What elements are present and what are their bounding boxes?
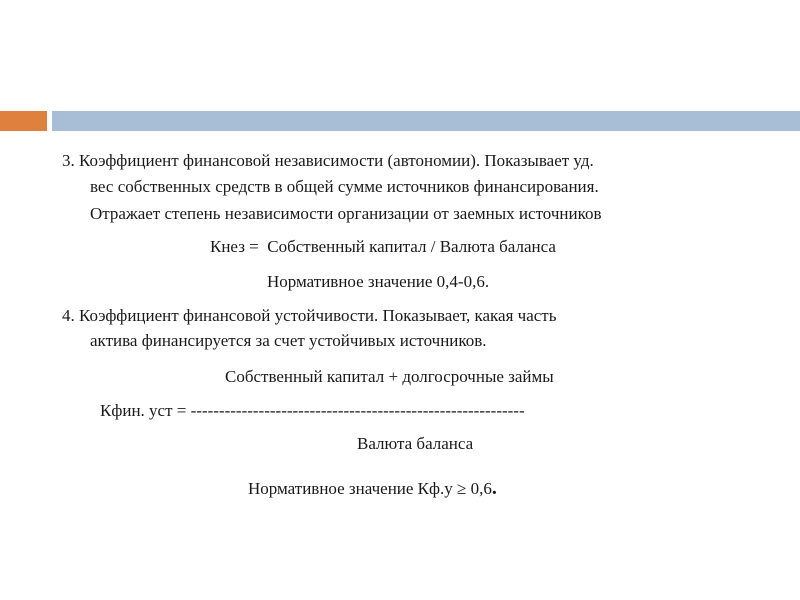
item3-formula: Кнез = Собственный капитал / Валюта баланса bbox=[210, 237, 556, 256]
item4-norm-period: . bbox=[491, 477, 497, 499]
item4-norm bbox=[248, 478, 497, 499]
item4-formula bbox=[100, 401, 525, 421]
item4-denominator: Валюта баланса bbox=[357, 434, 474, 453]
formula-label: Кфин. уст = bbox=[100, 401, 191, 420]
item4-norm-text: Нормативное значение Кф.у ≥ 0,6 bbox=[248, 479, 492, 498]
item4-numerator: Собственный капитал + долгосрочные займы bbox=[225, 367, 554, 386]
accent-bar-blue bbox=[52, 111, 800, 131]
item4-line2: актива финансируется за счет устойчивых источников. bbox=[90, 331, 487, 350]
item3-line2: вес собственных средств в общей сумме источников финансирования. bbox=[90, 177, 599, 196]
accent-bar-orange bbox=[0, 111, 47, 131]
item3-norm: Нормативное значение 0,4-0,6. bbox=[267, 272, 490, 291]
item3-line1: 3. Коэффициент финансовой независимости (автономии). Показывает уд. bbox=[62, 151, 594, 170]
fraction-line: ----------------------------------------------------------- bbox=[190, 401, 525, 420]
item4-line1: 4. Коэффициент финансовой устойчивости. Показывает, какая часть bbox=[62, 306, 557, 325]
item3-line3: Отражает степень независимости организации от заемных источников bbox=[90, 204, 602, 223]
